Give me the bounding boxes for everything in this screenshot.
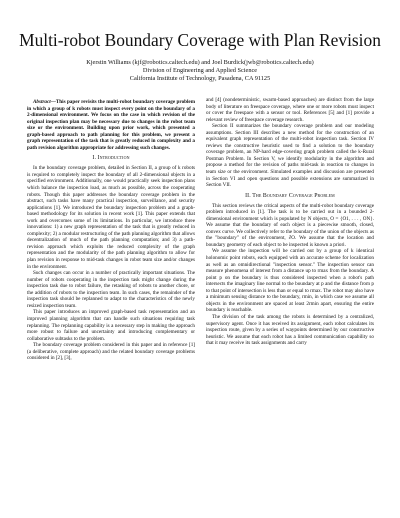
- author-institute: California Institute of Technology, Pasadena, CA 91125: [129, 75, 271, 83]
- abstract: [27, 99, 195, 151]
- intro-paragraph-2: Such changes can occur in a number of practically important situations. The number of robots cooperating in the inspection task might change during the inspection task due to robot failure, the retasking of robots to another chore, or the addition of robots to the inspection team. In such cases, the remainder of the inspection task should be replanned to adapt to the characteristics of the newly resized inspection team.: [27, 270, 195, 309]
- problem-paragraph-3: The division of the task among the robots is determined by a centralized, supervisory agent. Once it has received its assignment, each robot calculates its inspection route, given by a series of waypoints determined by our constructive heuristic. We assume that each robot has a limited communication capability so that it may receive its task assignments and carry: [206, 313, 374, 347]
- abstract-text: This paper revisits the multi-robot boundary coverage problem in which a group of k robots must inspect every point on the boundary of a 2-dimensional environment. We focus on the case in which revision of the original inspection plan may be necessary due to changes in the robot team size or the environment. Building upon prior work, which presented a graph-based approach to path planning for this problem, we present a graph representation of the task that is greatly reduced in complexity and a path revision algorithm appropriate for addressing such changes.: [27, 99, 195, 151]
- intro-paragraph-1: In the boundary coverage problem, detailed in Section II, a group of k robots is required to completely inspect the boundary of all 2-dimensional objects in a specified environment. Additionally, one would practically seek inspection plans which balance the inspection load, as much as possible, across the cooperating robots. Though this paper addresses the boundary coverage problem in the abstract, such tasks have many practical inspection, surveillance, and security applications [1]. We introduced the boundary inspection problem and a graph-based methodology for its solution in recent work [1]. This paper extends that work and overcomes some of its limitations. In particular, we introduce three innovations: 1) a new graph representation of the task that is greatly reduced in complexity; 2) a modular restructuring of the path planning algorithm that allows decentralization of much of the path planning computation; and 3) a path-revision approach which exploits the reduced complexity of the graph representation and the modularity of the path planning algorithm to allow for plan revision in response to mid-task changes in robot team size and/or changes in the environment.: [27, 165, 195, 270]
- intro-paragraph-3: This paper introduces an improved graph-based task representation and an improved planning algorithm that can handle such situations requiring task replanning. The replanning capability is a necessary step in making the approach more robust to failure and uncertainty and introducing complementary or collaborative subtasks to the problem.: [27, 309, 195, 342]
- intro-paragraph-5: and [4] (nondeterministic, swarm-based approaches) are distinct from the large body of literature on freespace coverage, where one or more robots must inspect or cover the freespace with a sensor or tool. References [5] and [1] provide a relevant review of freespace coverage research.: [206, 97, 374, 123]
- author-line: Kjerstin Williams (kjf@robotics.caltech.edu) and Joel Burdick(jwb@robotics.caltech.edu): [86, 59, 314, 66]
- left-column: [27, 99, 195, 362]
- right-column: [206, 97, 374, 347]
- section-heading-introduction: I. Introduction: [92, 155, 130, 162]
- paper-title: Multi-robot Boundary Coverage with Plan Revision: [19, 30, 381, 50]
- intro-paragraph-6: Section II summarizes the boundary coverage problem and our modeling assumptions. Section III describes a new method for the construction of an equivalent graph representation of the multi-robot inspection task. Section IV reviews the constructive heuristic used to find a solution to the boundary coverage problem, an NP-hard edge-covering graph problem called the k-Rural Postman Problem. In Section V, we identify modularity in the algorithm and propose a method for the revision of paths mid-task in reaction to changes in team size or the environment. Simulated examples and discussion are presented in Section VI and open questions and possible extensions are summarized in Section VII.: [206, 123, 374, 189]
- section-heading-problem: II. The Boundary Coverage Problem: [245, 192, 335, 199]
- author-division: Division of Engineering and Applied Science: [142, 67, 258, 75]
- author-block: [0, 59, 400, 83]
- abstract-label: Abstract—: [33, 99, 56, 105]
- problem-paragraph-1: This section reviews the critical aspects of the multi-robot boundary coverage problem introduced in [1]. The task is to be carried out in a bounded 2-dimensional environment which is populated by N objects, O = {O1, . . . , ON}. We assume that the boundary of each object is a piecewise smooth, closed, convex curve. We collectively refer to the boundary of the union of the objects as the "boundary" of the environment, ∂O. We assume that the location and boundary geometry of each object to be inspected is known a priori.: [206, 202, 374, 248]
- problem-paragraph-2: We assume the inspection will be carried out by a group of k identical holonomic point robots, each equipped with an accurate scheme for localization as well as an omnidirectional "inspection sensor." The inspection sensor can measure phenomena of interest from a distance up to rmax from the boundary. A point p on the boundary is thus considered inspected when a robot's path intersects the imaginary line normal to the boundary at p and the distance from p to that point of intersection is less than or equal to rmax. The robot may also have a minimum sensing distance to the boundary, rmin, in which case we assume all objects in the environment are spaced at least 2rmin apart, ensuring the entire boundary is reachable.: [206, 248, 374, 314]
- intro-paragraph-4: The boundary coverage problem considered in this paper and in reference [1] (a deliberative, complete approach) and the related boundary coverage problems considered in [2], [3],: [27, 342, 195, 362]
